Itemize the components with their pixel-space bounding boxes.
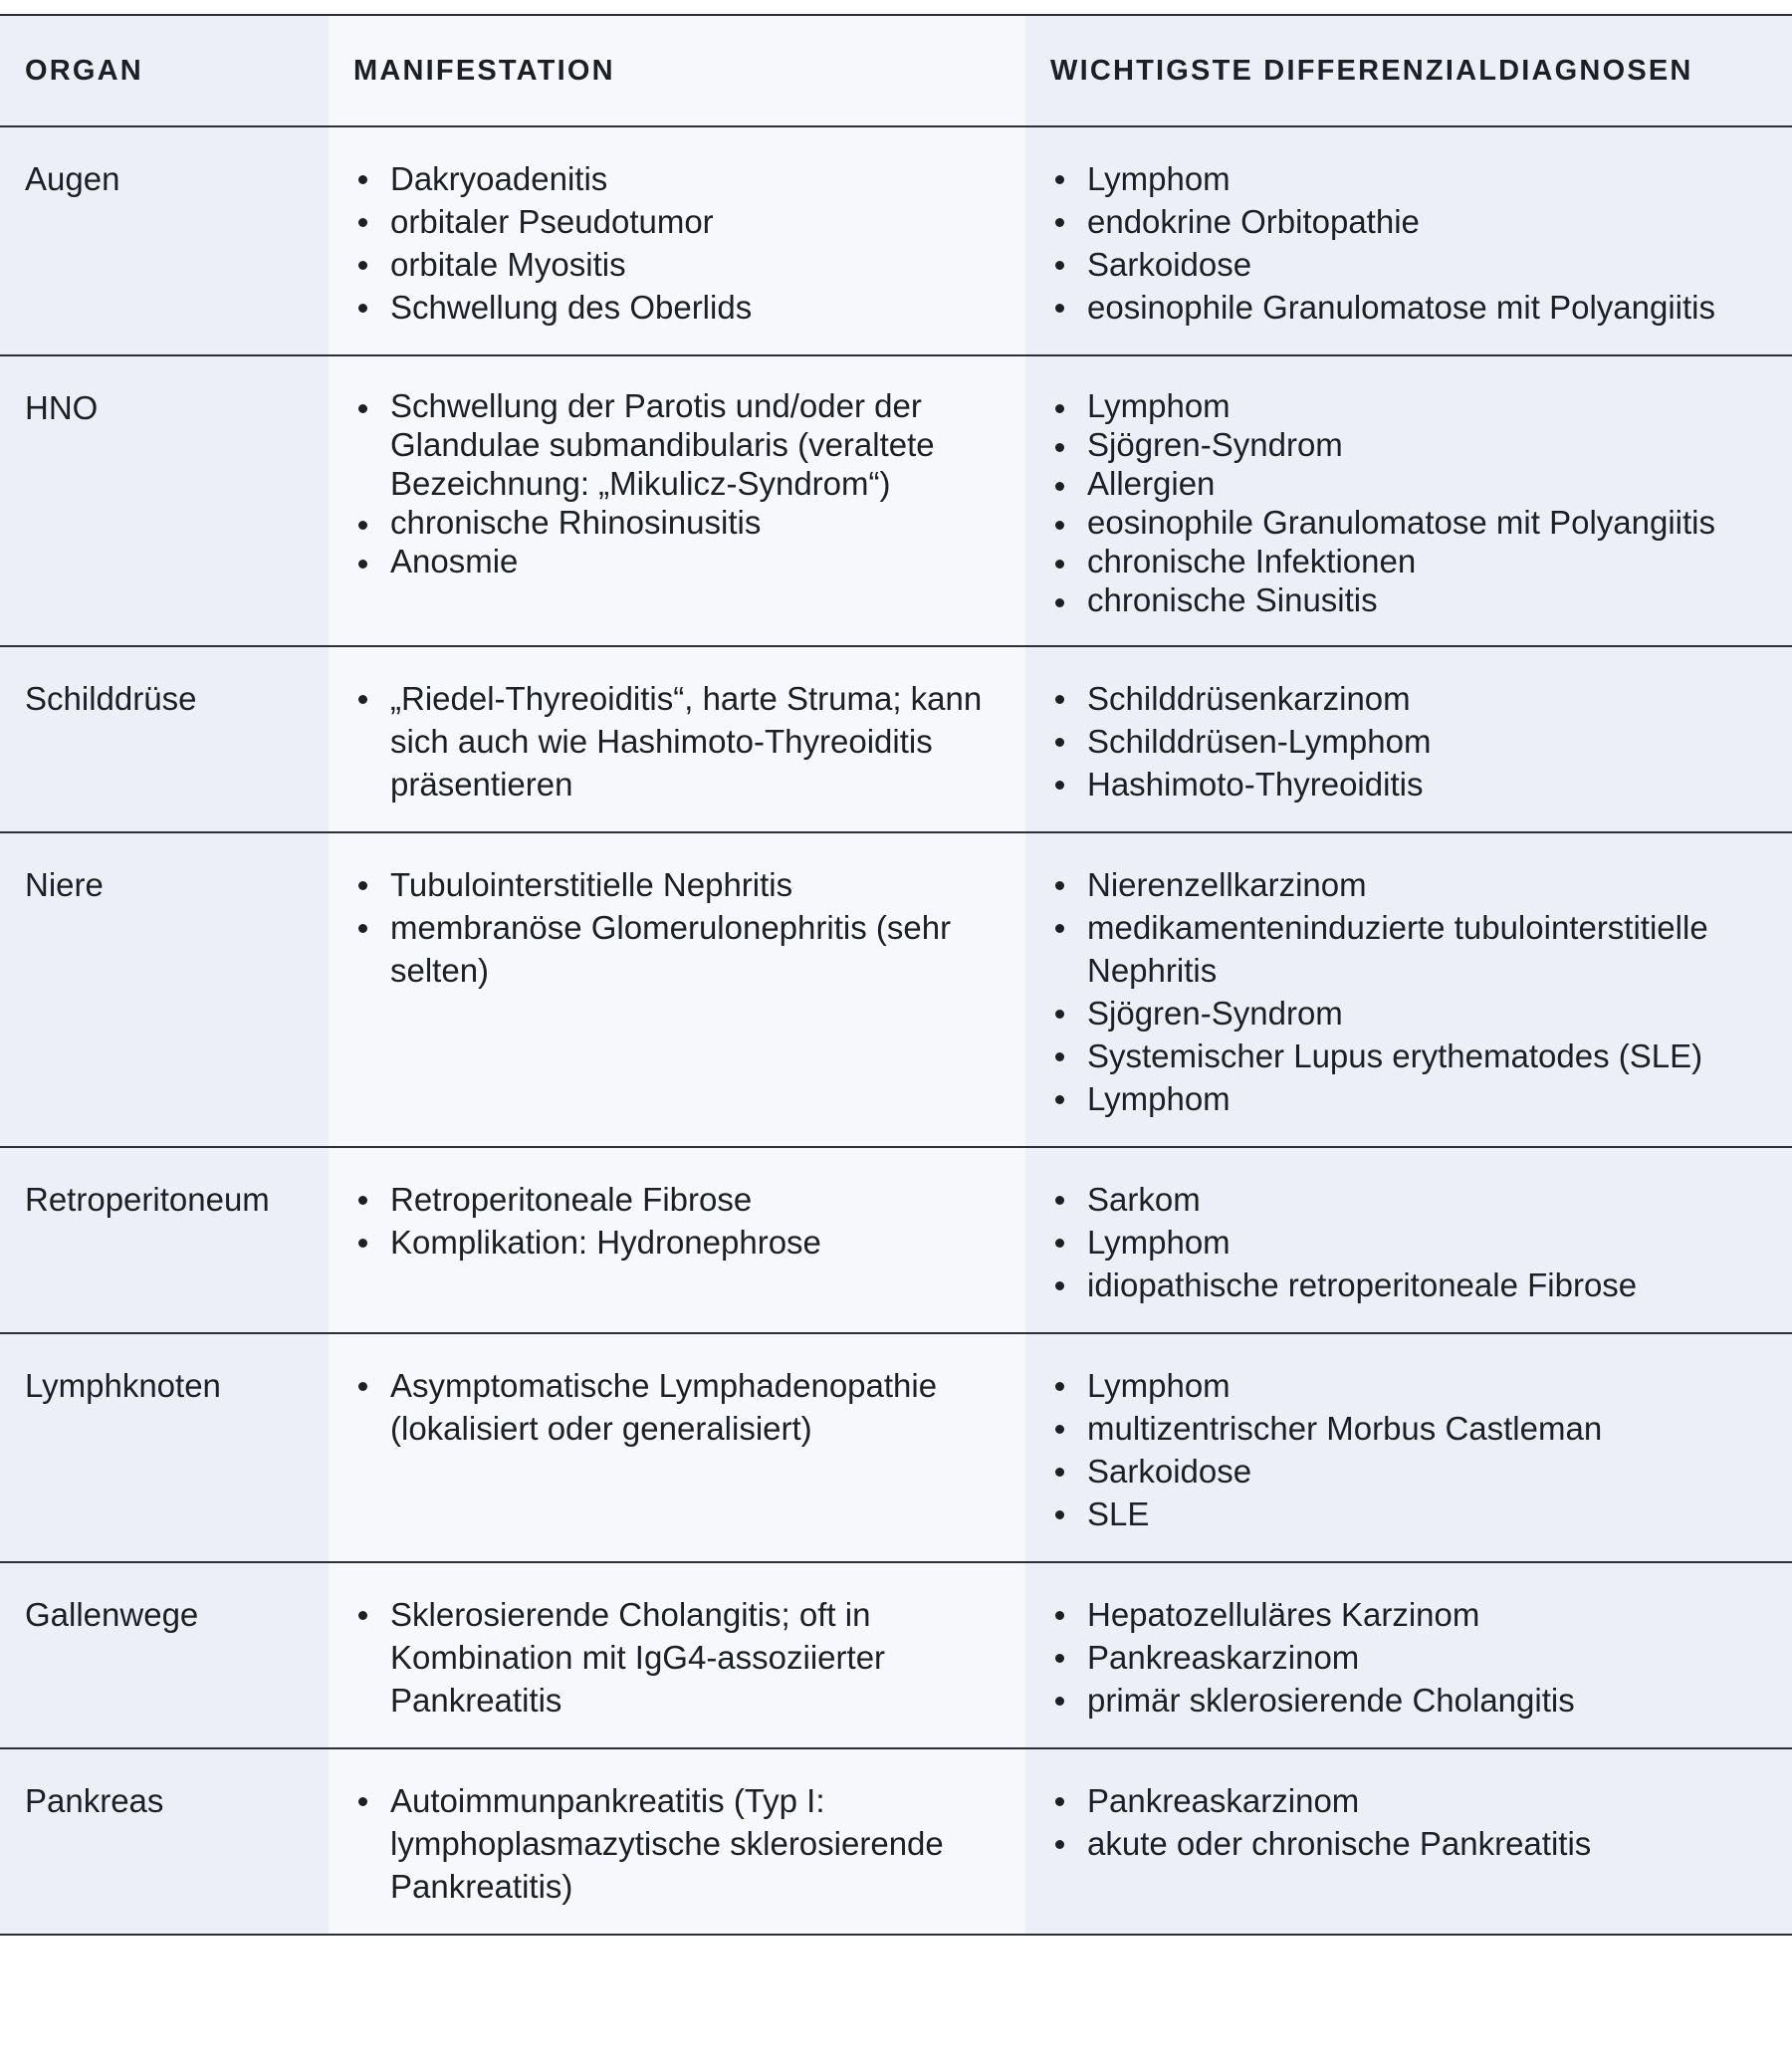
organ-cell: Schilddrüse — [0, 646, 329, 832]
bullet-list — [1050, 677, 1767, 805]
bullet-list — [1050, 1178, 1767, 1306]
list-item: SLE — [1050, 1493, 1767, 1535]
bullet-list — [353, 1593, 1001, 1722]
table-body — [0, 126, 1792, 1935]
list-item: Lymphom — [1050, 1077, 1767, 1120]
list-item: Hashimoto-Thyreoiditis — [1050, 763, 1767, 805]
table-row — [0, 1748, 1792, 1935]
list-item: Asymptomatische Lymphadenopathie (lokalisiert oder generalisiert) — [353, 1364, 1001, 1450]
differentials-cell — [1025, 1333, 1792, 1562]
organ-cell: Niere — [0, 832, 329, 1147]
list-item: Lymphom — [1050, 157, 1767, 200]
organ-cell: Lymphknoten — [0, 1333, 329, 1562]
differentials-cell — [1025, 1748, 1792, 1935]
list-item: Retroperitoneale Fibrose — [353, 1178, 1001, 1221]
table-header — [0, 15, 1792, 126]
list-item: primär sklerosierende Cholangitis — [1050, 1679, 1767, 1722]
list-item: chronische Infektionen — [1050, 542, 1767, 580]
list-item: Komplikation: Hydronephrose — [353, 1221, 1001, 1264]
manifestation-cell — [329, 646, 1025, 832]
bullet-list — [1050, 1779, 1767, 1865]
list-item: Lymphom — [1050, 1364, 1767, 1407]
list-item: Sjögren-Syndrom — [1050, 992, 1767, 1035]
bullet-list — [353, 1779, 1001, 1908]
list-item: Sarkoidose — [1050, 243, 1767, 286]
differentials-cell — [1025, 646, 1792, 832]
list-item: Allergien — [1050, 464, 1767, 503]
organ-cell: Retroperitoneum — [0, 1147, 329, 1333]
list-item: Sarkoidose — [1050, 1450, 1767, 1493]
header-row — [0, 15, 1792, 126]
differentials-cell — [1025, 355, 1792, 646]
table-row — [0, 1333, 1792, 1562]
manifestation-cell — [329, 1147, 1025, 1333]
list-item: akute oder chronische Pankreatitis — [1050, 1822, 1767, 1865]
bullet-list — [353, 863, 1001, 992]
list-item: Tubulointerstitielle Nephritis — [353, 863, 1001, 906]
list-item: orbitale Myositis — [353, 243, 1001, 286]
list-item: membranöse Glomerulonephritis (sehr selten) — [353, 906, 1001, 992]
list-item: Hepatozelluläres Karzinom — [1050, 1593, 1767, 1636]
list-item: Systemischer Lupus erythematodes (SLE) — [1050, 1035, 1767, 1077]
list-item: multizentrischer Morbus Castleman — [1050, 1407, 1767, 1450]
bullet-list — [353, 157, 1001, 329]
list-item: Schilddrüsenkarzinom — [1050, 677, 1767, 720]
bullet-list — [1050, 1364, 1767, 1535]
table-row — [0, 126, 1792, 355]
manifestation-cell — [329, 1748, 1025, 1935]
bullet-list — [1050, 157, 1767, 329]
header-organ: ORGAN — [0, 15, 329, 126]
differential-diagnosis-table — [0, 14, 1792, 1936]
list-item: idiopathische retroperitoneale Fibrose — [1050, 1264, 1767, 1306]
table-row — [0, 1562, 1792, 1748]
manifestation-cell — [329, 355, 1025, 646]
table-row — [0, 355, 1792, 646]
list-item: eosinophile Granulomatose mit Polyangiitis — [1050, 503, 1767, 542]
manifestation-cell — [329, 1562, 1025, 1748]
list-item: Autoimmunpankreatitis (Typ I: lymphoplasmazytische sklerosierende Pankreatitis) — [353, 1779, 1001, 1908]
list-item: chronische Sinusitis — [1050, 580, 1767, 619]
bullet-list — [353, 677, 1001, 805]
bullet-list — [353, 386, 1001, 580]
list-item: Sarkom — [1050, 1178, 1767, 1221]
manifestation-cell — [329, 832, 1025, 1147]
list-item: endokrine Orbitopathie — [1050, 200, 1767, 243]
differentials-cell — [1025, 832, 1792, 1147]
organ-cell: Augen — [0, 126, 329, 355]
list-item: Nierenzellkarzinom — [1050, 863, 1767, 906]
list-item: orbitaler Pseudotumor — [353, 200, 1001, 243]
list-item: Schwellung der Parotis und/oder der Glandulae submandibularis (veraltete Bezeichnung: „Mikulicz-Syndrom“) — [353, 386, 1001, 503]
organ-cell: HNO — [0, 355, 329, 646]
list-item: chronische Rhinosinusitis — [353, 503, 1001, 542]
manifestation-cell — [329, 1333, 1025, 1562]
organ-cell: Gallenwege — [0, 1562, 329, 1748]
bullet-list — [353, 1178, 1001, 1264]
list-item: Lymphom — [1050, 1221, 1767, 1264]
list-item: medikamenteninduzierte tubulointerstitielle Nephritis — [1050, 906, 1767, 992]
table-row — [0, 1147, 1792, 1333]
list-item: „Riedel-Thyreoiditis“, harte Struma; kann sich auch wie Hashimoto-Thyreoiditis präsentieren — [353, 677, 1001, 805]
differentials-cell — [1025, 1562, 1792, 1748]
list-item: Dakryoadenitis — [353, 157, 1001, 200]
list-item: Schilddrüsen-Lymphom — [1050, 720, 1767, 763]
bullet-list — [1050, 863, 1767, 1120]
header-manifestation: MANIFESTATION — [329, 15, 1025, 126]
table-row — [0, 646, 1792, 832]
bullet-list — [353, 1364, 1001, 1450]
list-item: Schwellung des Oberlids — [353, 286, 1001, 329]
table-row — [0, 832, 1792, 1147]
list-item: Pankreaskarzinom — [1050, 1636, 1767, 1679]
list-item: Lymphom — [1050, 386, 1767, 425]
list-item: eosinophile Granulomatose mit Polyangiitis — [1050, 286, 1767, 329]
list-item: Sjögren-Syndrom — [1050, 425, 1767, 464]
bullet-list — [1050, 1593, 1767, 1722]
organ-cell: Pankreas — [0, 1748, 329, 1935]
list-item: Anosmie — [353, 542, 1001, 580]
differentials-cell — [1025, 126, 1792, 355]
list-item: Pankreaskarzinom — [1050, 1779, 1767, 1822]
bullet-list — [1050, 386, 1767, 619]
differentials-cell — [1025, 1147, 1792, 1333]
list-item: Sklerosierende Cholangitis; oft in Kombination mit IgG4-assoziierter Pankreatitis — [353, 1593, 1001, 1722]
header-differentials: WICHTIGSTE DIFFERENZIALDIAGNOSEN — [1025, 15, 1792, 126]
manifestation-cell — [329, 126, 1025, 355]
